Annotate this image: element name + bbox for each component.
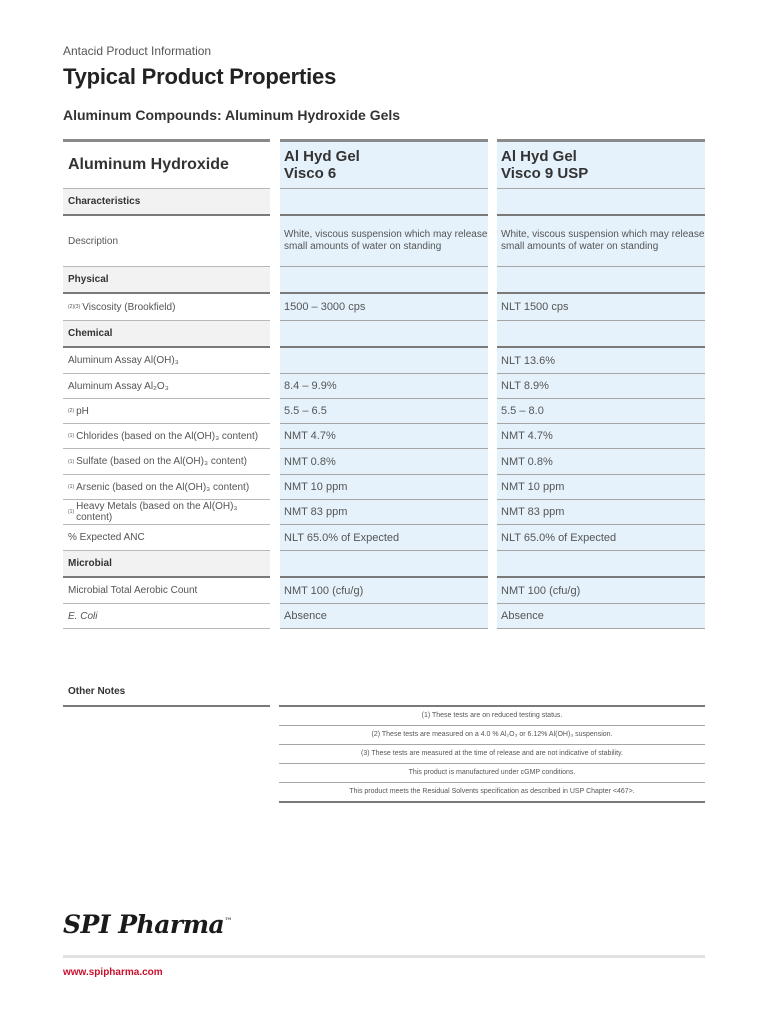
row-label — [63, 500, 270, 525]
section-label: Physical — [63, 267, 270, 294]
cell-value: NMT 4.7% — [280, 424, 488, 449]
cell-value: NLT 8.9% — [497, 374, 705, 399]
cell-value: White, viscous suspension which may release small amounts of water on standing — [280, 216, 488, 267]
cell-value: NLT 65.0% of Expected — [280, 525, 488, 551]
properties-table — [63, 139, 705, 629]
column-header-visco6-line2: Visco 6 — [284, 165, 337, 182]
row-label-text: pH — [76, 405, 89, 417]
table-row-aerobic-count — [63, 578, 705, 604]
table-row-chlorides — [63, 424, 705, 449]
row-label — [63, 475, 270, 500]
cell-value: NLT 1500 cps — [497, 294, 705, 321]
note-item: (2) These tests are measured on a 4.0 % Al₂O₃ or 6.12% Al(OH)₃ suspension. — [279, 726, 705, 745]
column-header-visco9-line1: Al Hyd Gel — [501, 148, 577, 165]
row-label — [63, 449, 270, 475]
cell-value: NMT 10 ppm — [280, 475, 488, 500]
row-label-text: Viscosity (Brookfield) — [82, 301, 176, 313]
trademark-mark: ™ — [224, 916, 232, 926]
section-row-chemical — [63, 321, 705, 348]
table-row-arsenic — [63, 475, 705, 500]
cell-value: Absence — [497, 604, 705, 629]
note-item: (3) These tests are measured at the time of release and are not indicative of stability. — [279, 745, 705, 764]
table-row-heavy-metals — [63, 500, 705, 525]
row-label: E. Coli — [63, 604, 270, 629]
cell-value: NMT 83 ppm — [497, 500, 705, 525]
cell-value: NMT 0.8% — [280, 449, 488, 475]
page-title: Typical Product Properties — [63, 64, 337, 89]
table-header-row — [63, 139, 705, 189]
row-label: Microbial Total Aerobic Count — [63, 578, 270, 604]
table-row-ph — [63, 399, 705, 424]
section-label: Chemical — [63, 321, 270, 348]
cell-value: 8.4 – 9.9% — [280, 374, 488, 399]
section-label: Microbial — [63, 551, 270, 578]
cell-value: NLT 13.6% — [497, 348, 705, 374]
note-item: (1) These tests are on reduced testing status. — [279, 707, 705, 726]
row-label — [63, 424, 270, 449]
row-label: % Expected ANC — [63, 525, 270, 551]
cell-value: NMT 4.7% — [497, 424, 705, 449]
table-row-viscosity — [63, 294, 705, 321]
footnote-ref: (2) — [68, 408, 75, 414]
cell-value: Absence — [280, 604, 488, 629]
footnote-ref: (1) — [68, 458, 75, 465]
cell-value — [280, 348, 488, 374]
notes-list — [279, 705, 705, 803]
row-label: Description — [63, 216, 270, 267]
website-link[interactable]: www.spipharma.com — [63, 967, 163, 978]
table-row-assay-al2o3 — [63, 374, 705, 399]
column-header-visco6 — [280, 139, 488, 189]
note-item: This product meets the Residual Solvents specification as described in USP Chapter <467>. — [279, 783, 705, 803]
cell-value: NLT 65.0% of Expected — [497, 525, 705, 551]
notes-divider — [63, 705, 270, 707]
cell-value: NMT 100 (cfu/g) — [280, 578, 488, 604]
column-header-visco9 — [497, 139, 705, 189]
row-label — [63, 399, 270, 424]
note-item: This product is manufactured under cGMP conditions. — [279, 764, 705, 783]
table-row-ecoli — [63, 604, 705, 629]
column-header-visco6-line1: Al Hyd Gel — [284, 148, 360, 165]
cell-value: 5.5 – 6.5 — [280, 399, 488, 424]
row-label: Aluminum Assay Al₂O₃ — [63, 374, 270, 399]
column-header-visco9-line2: Visco 9 USP — [501, 165, 589, 182]
section-row-physical — [63, 267, 705, 294]
row-label-text: Arsenic (based on the Al(OH)₃ content) — [76, 481, 250, 493]
footnote-ref: (1) — [68, 484, 75, 490]
spi-pharma-logo — [63, 910, 232, 939]
cell-value: NMT 83 ppm — [280, 500, 488, 525]
section-row-characteristics — [63, 189, 705, 216]
row-label-text: Chlorides (based on the Al(OH)₃ content) — [76, 430, 259, 442]
footnote-ref: (1) — [68, 433, 75, 439]
cell-value: 1500 – 3000 cps — [280, 294, 488, 321]
row-label: Aluminum Assay Al(OH)₃ — [63, 348, 270, 374]
other-notes-heading: Other Notes — [68, 686, 126, 697]
table-row-anc — [63, 525, 705, 551]
table-row-assay-aloh3 — [63, 348, 705, 374]
page-subtitle: Aluminum Compounds: Aluminum Hydroxide Gels — [63, 107, 401, 123]
section-row-microbial — [63, 551, 705, 578]
table-row-sulfate — [63, 449, 705, 475]
cell-value: 5.5 – 8.0 — [497, 399, 705, 424]
row-label — [63, 294, 270, 321]
row-label-text: Heavy Metals (based on the Al(OH)₃ content) — [76, 501, 238, 523]
cell-value: NMT 0.8% — [497, 449, 705, 475]
column-header-product: Aluminum Hydroxide — [63, 139, 270, 189]
footnote-ref: (1) — [68, 509, 75, 515]
cell-value: NMT 100 (cfu/g) — [497, 578, 705, 604]
section-label: Characteristics — [63, 189, 270, 216]
cell-value: NMT 10 ppm — [497, 475, 705, 500]
row-label-text: Sulfate (based on the Al(OH)₃ content) — [76, 456, 247, 467]
eyebrow-label: Antacid Product Information — [63, 44, 212, 58]
footer-divider — [63, 955, 705, 958]
cell-value: White, viscous suspension which may release small amounts of water on standing — [497, 216, 705, 267]
footnote-ref: (2)(3) — [68, 304, 81, 310]
logo-text: SPI Pharma — [63, 910, 225, 939]
table-row-description — [63, 216, 705, 267]
